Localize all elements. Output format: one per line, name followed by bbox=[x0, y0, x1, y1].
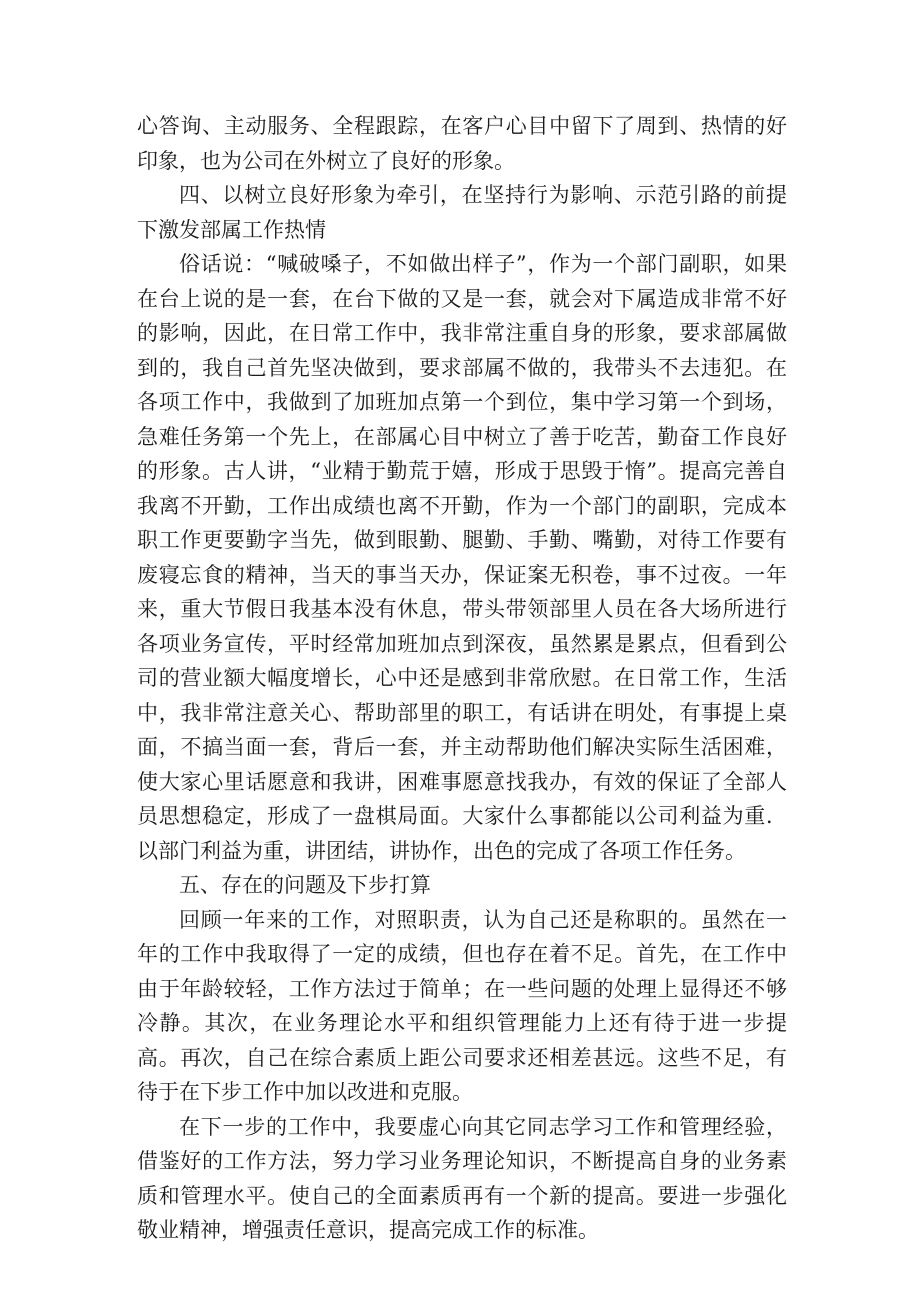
paragraph-body-3: 在下一步的工作中，我要虚心向其它同志学习工作和管理经验，借鉴好的工作方法，努力学习业务理论知识，不断提高自身的业务素质和管理水平。使自己的全面素质再有一个新的提高。要进一步强化敬业精神，增强责任意识，提高完成工作的标准。 bbox=[137, 1114, 787, 1242]
paragraph-body-2: 回顾一年来的工作，对照职责，认为自己还是称职的。虽然在一年的工作中我取得了一定的成绩，但也存在着不足。首先，在工作中由于年龄较轻，工作方法过于简单；在一些问题的处理上显得还不够冷静。其次，在业务理论水平和组织管理能力上还有待于进一步提高。再次，自己在综合素质上距公司要求还相差甚远。这些不足，有待于在下步工作中加以改进和克服。 bbox=[137, 907, 787, 1104]
paragraph-continuation: 心答询、主动服务、全程跟踪，在客户心目中留下了周到、热情的好印象，也为公司在外树立了良好的形象。 bbox=[137, 114, 787, 173]
paragraph-body-1: 俗话说：“喊破嗓子，不如做出样子”，作为一个部门副职，如果在台上说的是一套，在台下做的又是一套，就会对下属造成非常不好的影响，因此，在日常工作中，我非常注重自身的形象，要求部属做到的，我自己首先坚决做到，要求部属不做的，我带头不去违犯。在各项工作中，我做到了加班加点第一个到位，集中学习第一个到场，急难任务第一个先上，在部属心目中树立了善于吃苦，勤奋工作良好的形象。古人讲，“业精于勤荒于嬉，形成于思毁于惰”。提高完善自我离不开勤，工作出成绩也离不开勤，作为一个部门的副职，完成本职工作更要勤字当先，做到眼勤、腿勤、手勤、嘴勤，对待工作要有废寝忘食的精神，当天的事当天办，保证案无积卷，事不过夜。一年来，重大节假日我基本没有休息，带头带领部里人员在各大场所进行各项业务宣传，平时经常加班加点到深夜，虽然累是累点，但看到公司的营业额大幅度增长，心中还是感到非常欣慰。在日常工作，生活中，我非常注意关心、帮助部里的职工，有话讲在明处，有事提上桌面，不搞当面一套，背后一套，并主动帮助他们解决实际生活困难，使大家心里话愿意和我讲，困难事愿意找我办，有效的保证了全部人员思想稳定，形成了一盘棋局面。大家什么事都能以公司利益为重．以部门利益为重，讲团结，讲协作，出色的完成了各项工作任务。 bbox=[137, 252, 787, 863]
document-body bbox=[137, 109, 787, 1248]
section-heading-4: 四、以树立良好形象为牵引，在坚持行为影响、示范引路的前提下激发部属工作热情 bbox=[137, 183, 787, 242]
section-heading-5: 五、存在的问题及下步打算 bbox=[179, 873, 431, 897]
